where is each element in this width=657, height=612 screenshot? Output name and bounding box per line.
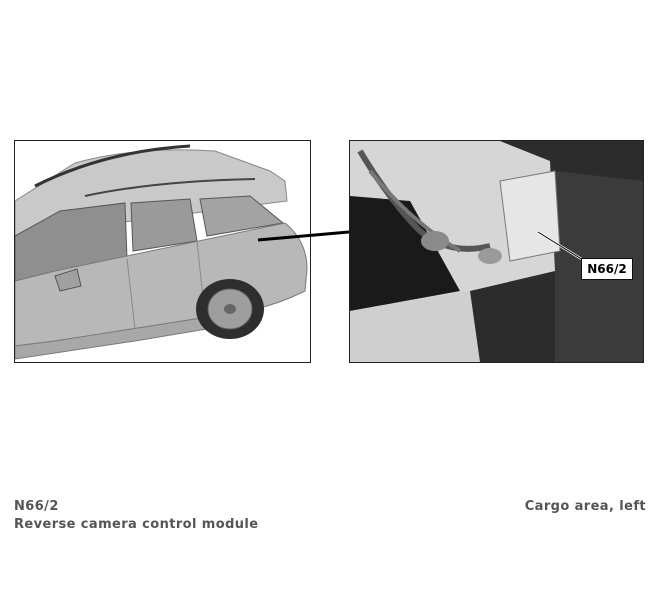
n66-2-callout-label: N66/2: [581, 258, 633, 280]
component-location: Cargo area, left: [524, 499, 646, 514]
car-illustration-icon: [15, 141, 310, 362]
cargo-area-photo-icon: [350, 141, 643, 362]
component-code: N66/2: [14, 499, 59, 514]
component-name: Reverse camera control module: [14, 517, 259, 532]
cargo-area-detail-photo: [349, 140, 644, 363]
vehicle-illustration: [14, 140, 311, 363]
